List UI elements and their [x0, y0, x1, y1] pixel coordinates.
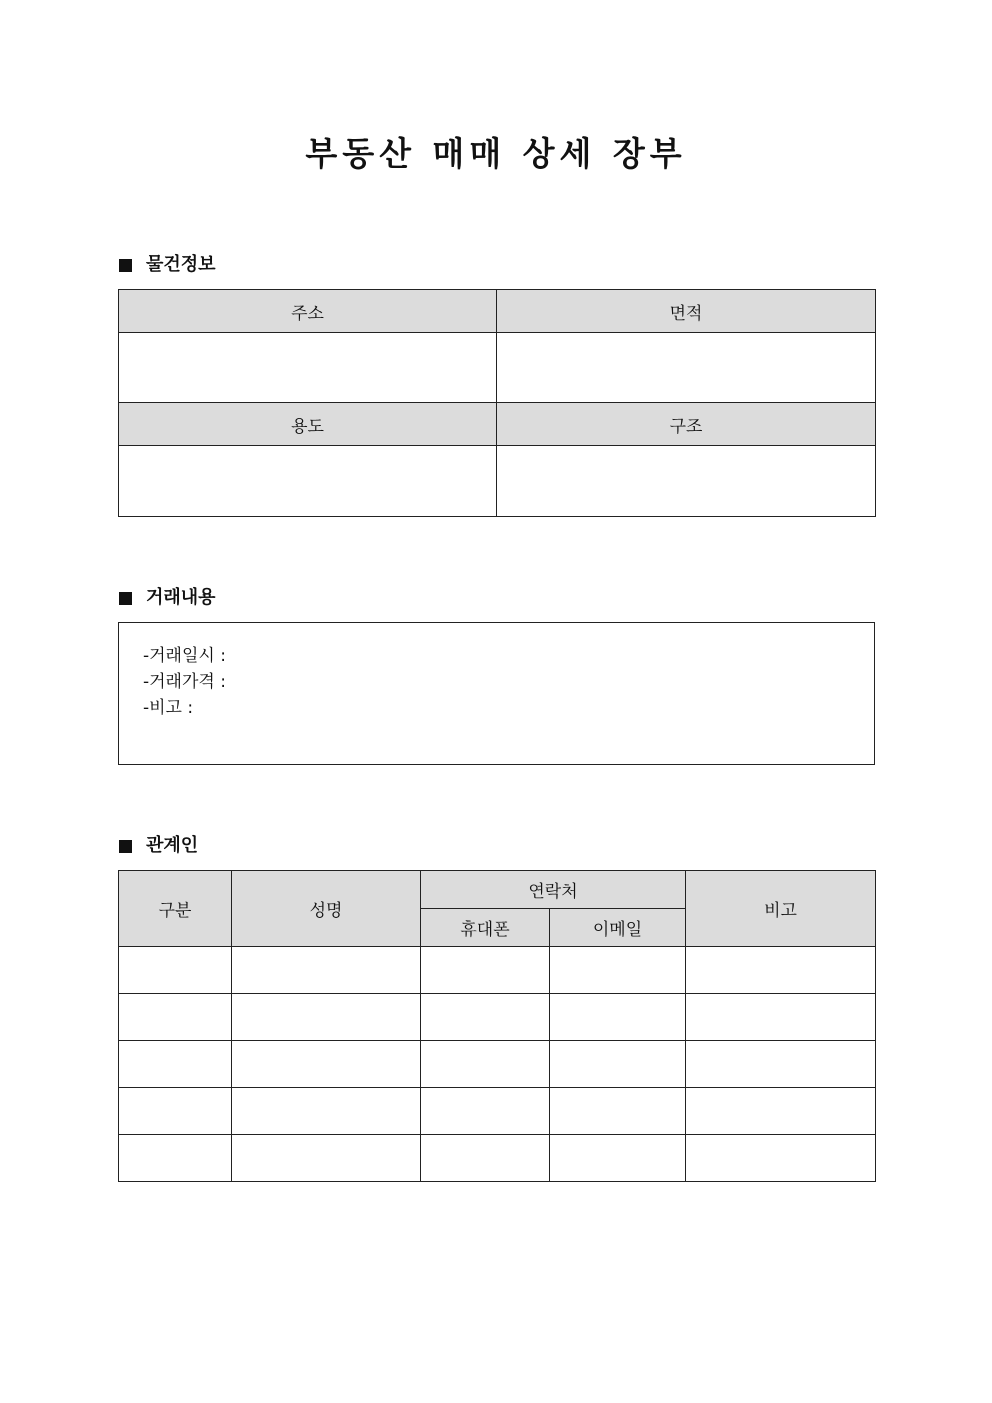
- category-cell[interactable]: [119, 947, 232, 994]
- address-header: 주소: [119, 290, 497, 333]
- name-cell[interactable]: [232, 947, 421, 994]
- structure-header: 구조: [497, 403, 876, 446]
- table-row: [119, 1088, 876, 1135]
- section-heading-property: [119, 253, 216, 277]
- address-cell[interactable]: [119, 333, 497, 403]
- structure-cell[interactable]: [497, 446, 876, 517]
- category-cell[interactable]: [119, 1088, 232, 1135]
- area-header: 면적: [497, 290, 876, 333]
- email-cell[interactable]: [550, 1041, 686, 1088]
- email-cell[interactable]: [550, 1135, 686, 1182]
- area-cell[interactable]: [497, 333, 876, 403]
- email-header: 이메일: [550, 909, 686, 947]
- name-cell[interactable]: [232, 1135, 421, 1182]
- section-heading-label: 거래내용: [146, 587, 216, 608]
- phone-cell[interactable]: [421, 1088, 550, 1135]
- table-row: [119, 1135, 876, 1182]
- section-heading-label: 물건정보: [146, 254, 216, 275]
- category-cell[interactable]: [119, 1041, 232, 1088]
- use-cell[interactable]: [119, 446, 497, 517]
- phone-cell[interactable]: [421, 1041, 550, 1088]
- section-heading-parties: [119, 834, 198, 858]
- phone-cell[interactable]: [421, 947, 550, 994]
- note-cell[interactable]: [686, 1041, 876, 1088]
- name-cell[interactable]: [232, 1041, 421, 1088]
- name-cell[interactable]: [232, 1088, 421, 1135]
- note-cell[interactable]: [686, 1088, 876, 1135]
- use-header: 용도: [119, 403, 497, 446]
- name-header: 성명: [232, 871, 421, 947]
- deal-price-line: -거래가격 :: [143, 672, 226, 692]
- table-row: [119, 994, 876, 1041]
- email-cell[interactable]: [550, 994, 686, 1041]
- square-bullet-icon: [119, 592, 132, 605]
- contact-header: 연락처: [421, 871, 686, 909]
- note-header: 비고: [686, 871, 876, 947]
- section-heading-deal: [119, 586, 216, 610]
- deal-details-box[interactable]: [118, 622, 875, 765]
- email-cell[interactable]: [550, 947, 686, 994]
- phone-header: 휴대폰: [421, 909, 550, 947]
- table-row: [119, 1041, 876, 1088]
- parties-table: [118, 870, 876, 1182]
- square-bullet-icon: [119, 840, 132, 853]
- name-cell[interactable]: [232, 994, 421, 1041]
- property-info-table: [118, 289, 876, 517]
- note-cell[interactable]: [686, 1135, 876, 1182]
- note-cell[interactable]: [686, 994, 876, 1041]
- phone-cell[interactable]: [421, 994, 550, 1041]
- section-heading-label: 관계인: [146, 835, 199, 856]
- deal-date-line: -거래일시 :: [143, 646, 226, 666]
- deal-note-line: -비고 :: [143, 698, 194, 718]
- table-row: [119, 947, 876, 994]
- category-cell[interactable]: [119, 994, 232, 1041]
- email-cell[interactable]: [550, 1088, 686, 1135]
- page-title: 부동산 매매 상세 장부: [305, 134, 687, 173]
- category-cell[interactable]: [119, 1135, 232, 1182]
- note-cell[interactable]: [686, 947, 876, 994]
- square-bullet-icon: [119, 259, 132, 272]
- phone-cell[interactable]: [421, 1135, 550, 1182]
- category-header: 구분: [119, 871, 232, 947]
